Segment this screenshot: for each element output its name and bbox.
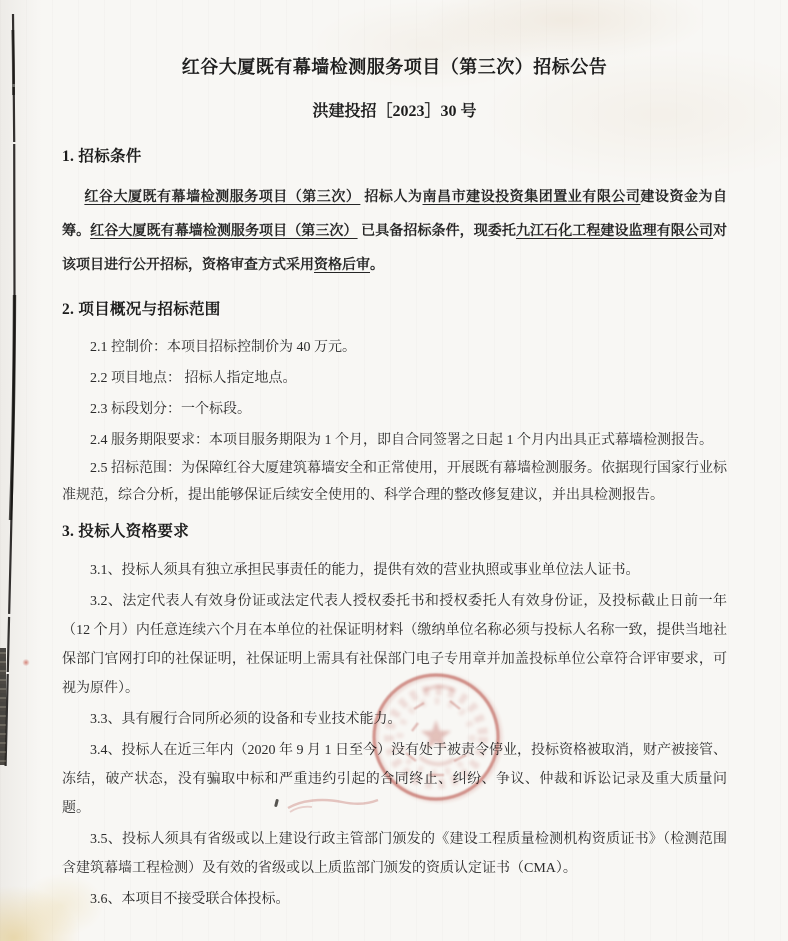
- section-3-heading: 3. 投标人资格要求: [62, 523, 190, 540]
- clause-2-1: 2.1 控制价：本项目招标控制价为 40 万元。: [90, 340, 356, 355]
- clause-3-1: 3.1、投标人须具有独立承担民事责任的能力，提供有效的营业执照或事业单位法人证书。: [90, 563, 640, 578]
- section-1-paragraph: [62, 181, 727, 283]
- plain-text: 建设资金为自筹。: [62, 190, 728, 239]
- plain-text: 对该项目进行公开招标，资格审查方式采用: [62, 224, 728, 273]
- clause-2-3: 2.3 标段划分：一个标段。: [90, 402, 251, 417]
- clause-3-3: 3.3、具有履行合同所必须的设备和专业技术能力。: [90, 712, 402, 727]
- section-tender-conditions: [62, 146, 727, 283]
- clause-3-6: 3.6、本项目不接受联合体投标。: [90, 892, 290, 907]
- clause-2-2: 2.2 项目地点： 招标人指定地点。: [90, 371, 297, 386]
- page-title: 红谷大厦既有幕墙检测服务项目（第三次）招标公告: [181, 57, 608, 77]
- plain-text: 。: [370, 258, 384, 273]
- section-bidder-qualifications: [62, 521, 727, 914]
- underlined-text: 九江石化工程建设监理有限公司: [515, 224, 714, 239]
- underlined-text: 红谷大厦既有幕墙检测服务项目（第三次）: [84, 190, 361, 205]
- underlined-text: 红谷大厦既有幕墙检测服务项目（第三次）: [90, 224, 358, 239]
- clause-3-4: 3.4、投标人在近三年内（2020 年 9 月 1 日至今）没有处于被责令停业，投标资格被取消，财产被接管、冻结，破产状态，没有骗取中标和严重违约引起的合同终止、纠纷、争议、仲裁和诉讼记录及重大质量问题。: [62, 743, 727, 816]
- clause-2-5: 2.5 招标范围：为保障红谷大厦建筑幕墙安全和正常使用，开展既有幕墙检测服务。依据现行国家行业标准规范，综合分析，提出能够保证后续安全使用的、科学合理的整改修复建议，并出具检测报告。: [62, 461, 727, 503]
- clause-2-4: 2.4 服务期限要求：本项目服务期限为 1 个月，即自合同签署之日起 1 个月内出具正式幕墙检测报告。: [90, 433, 713, 448]
- clause-3-2: 3.2、法定代表人有效身份证或法定代表人授权委托书和授权委托人有效身份证，及投标截止日前一年（12 个月）内任意连续六个月在本单位的社保证明材料（缴纳单位名称必须与投标人名称一致，提供当地社保部门官网打印的社保证明，社保证明上需具有社保部门电子专用章并加盖投标单位公章符合评审要求，可视为原件）。: [62, 594, 727, 696]
- underlined-text: 南昌市建设投资集团置业有限公司: [422, 190, 641, 205]
- plain-text: 已具备招标条件，现委托: [357, 224, 516, 239]
- plain-text: 招标人为: [360, 190, 423, 205]
- section-1-heading: 1. 招标条件: [62, 148, 142, 165]
- section-project-overview: [62, 299, 727, 509]
- clause-3-5: 3.5、投标人须具有省级或以上建设行政主管部门颁发的《建设工程质量检测机构资质证书》（检测范围含建筑幕墙工程检测）及有效的省级或以上质监部门颁发的资质认定证书（CMA）。: [62, 832, 727, 876]
- document-number: 洪建投招［2023］30 号: [312, 103, 477, 120]
- underlined-text: 资格后审: [314, 258, 370, 273]
- section-2-heading: 2. 项目概况与招标范围: [62, 301, 221, 318]
